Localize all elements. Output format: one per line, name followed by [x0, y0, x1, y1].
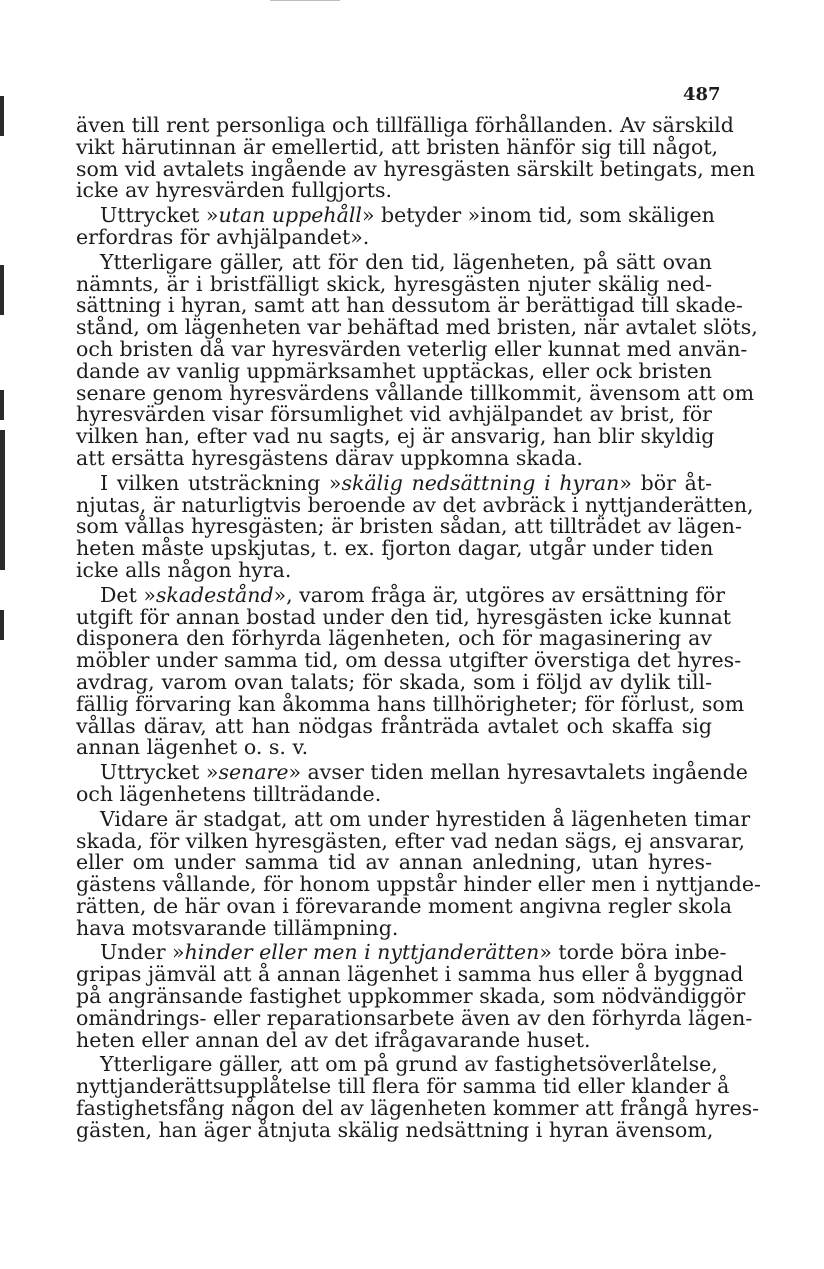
text-line: Under »hinder eller men i nyttjanderätten» torde böra inbe-: [100, 940, 727, 965]
text-line: sättning i hyran, samt att han dessutom är berättigad till skade-: [76, 293, 743, 318]
italic-phrase: utan uppehåll: [218, 203, 362, 228]
text-line: gripas jämväl att å annan lägenhet i samma hus eller å byggnad: [76, 962, 744, 987]
edge-mark-2: [0, 265, 4, 315]
text-line: som vållas hyresgästen; är bristen sådan, att tillträdet av lägen-: [76, 514, 742, 539]
body-text: [76, 113, 761, 1145]
edge-mark-4: [0, 430, 5, 570]
paragraph-4: [76, 470, 754, 582]
text-line: fällig förvaring kan åkomma hans tillhörigheter; för förlust, som: [76, 691, 745, 716]
text-line: Uttrycket »utan uppehåll» betyder »inom tid, som skäligen: [100, 203, 715, 228]
paragraph-5: [76, 582, 745, 760]
text-line: Uttrycket »senare» avser tiden mellan hyresavtalets ingående: [100, 760, 748, 785]
italic-phrase: senare: [218, 760, 289, 785]
top-rule: [270, 0, 340, 1]
text-line: vilken han, efter vad nu sagts, ej är ansvarig, han blir skyldig: [76, 424, 715, 449]
text-line: rätten, de här ovan i förevarande moment angivna regler skola: [76, 893, 733, 918]
text-line: Vidare är stadgat, att om under hyrestiden å lägenheten timar: [100, 806, 751, 831]
text-line: Ytterligare gäller, att för den tid, lägenheten, på sätt ovan: [100, 249, 712, 274]
text-line: nämnts, är i bristfälligt skick, hyresgästen njuter skälig ned-: [76, 271, 712, 296]
text-line: Det »skadestånd», varom fråga är, utgöres av ersättning för: [100, 582, 726, 607]
text-line: annan lägenhet o. s. v.: [76, 735, 309, 760]
italic-phrase: skadestånd: [155, 582, 274, 607]
paragraph-3: [76, 249, 758, 470]
text-line: nyttjanderättsupplåtelse till flera för samma tid eller klander å: [76, 1074, 730, 1099]
text-line: eller om under samma tid av annan anledning, utan hyres-: [76, 850, 712, 875]
text-line: stånd, om lägenheten var behäftad med bristen, när avtalet slöts,: [76, 315, 758, 340]
text-line: heten eller annan del av det ifrågavarande huset.: [76, 1027, 591, 1052]
text-line: och bristen då var hyresvärden veterlig eller kunnat med använ-: [76, 336, 748, 361]
text-line: hava motsvarande tillämpning.: [76, 915, 399, 940]
paragraph-9: [76, 1052, 760, 1142]
text-line: disponera den förhyrda lägenheten, och för magasinering av: [76, 626, 712, 651]
edge-mark-3: [0, 390, 4, 420]
text-line: utgift för annan bostad under den tid, hyresgästen icke kunnat: [76, 604, 732, 629]
italic-phrase: skälig nedsättning i hyran: [341, 470, 620, 495]
text-line: gästen, han äger åtnjuta skälig nedsättning i hyran ävensom,: [76, 1117, 714, 1142]
text-line: att ersätta hyresgästens därav uppkomna skada.: [76, 445, 583, 470]
text-line: även till rent personliga och tillfälliga förhållanden. Av särskild: [76, 113, 734, 137]
text-line: fastighetsfång någon del av lägenheten kommer att frångå hyres-: [76, 1096, 760, 1121]
paragraph-7: [76, 806, 761, 940]
text-line: hyresvärden visar försumlighet vid avhjälpandet av brist, för: [76, 402, 712, 427]
paragraph-6: [76, 760, 748, 806]
text-line: erfordras för avhjälpandet».: [76, 224, 370, 249]
text-line: vikt härutinnan är emellertid, att bristen hänför sig till något,: [76, 134, 719, 159]
text-line: icke av hyresvärden fullgjorts.: [76, 178, 393, 203]
text-line: skada, för vilken hyresgästen, efter vad nedan sägs, ej ansvarar,: [76, 828, 745, 853]
text-line: dande av vanlig uppmärksamhet upptäckas, eller ock bristen: [76, 358, 712, 383]
paragraph-1: [76, 113, 756, 203]
text-line: gästens vållande, för honom uppstår hinder eller men i nyttjande-: [76, 872, 761, 897]
text-line: möbler under samma tid, om dessa utgifter överstiga det hyres-: [76, 648, 742, 673]
edge-mark-1: [0, 96, 4, 136]
text-line: I vilken utsträckning »skälig nedsättning i hyran» bör åt-: [100, 470, 712, 495]
text-line: och lägenhetens tillträdande.: [76, 781, 382, 806]
text-line: som vid avtalets ingående av hyresgästen särskilt betingats, men: [76, 156, 756, 181]
edge-mark-5: [0, 610, 4, 640]
paragraph-2: [76, 203, 715, 249]
paragraph-8: [76, 940, 753, 1052]
text-line: omändrings- eller reparationsarbete även av den förhyrda lägen-: [76, 1005, 753, 1030]
text-line: Ytterligare gäller, att om på grund av fastighetsöverlåtelse,: [100, 1052, 718, 1077]
italic-phrase: hinder eller men i nyttjanderätten: [184, 940, 540, 965]
text-line: heten måste upskjutas, t. ex. fjorton dagar, utgår under tiden: [76, 536, 714, 561]
text-line: senare genom hyresvärdens vållande tillkommit, ävensom att om: [76, 380, 755, 405]
text-line: njutas, är naturligtvis beroende av det avbräck i nyttjanderätten,: [76, 492, 754, 517]
text-line: vållas därav, att han nödgas frånträda avtalet och skaffa sig: [76, 713, 712, 738]
page-number: 487: [683, 84, 721, 105]
text-line: avdrag, varom ovan talats; för skada, som i följd av dylik till-: [76, 669, 712, 694]
text-line: icke alls någon hyra.: [76, 557, 292, 582]
text-line: på angränsande fastighet uppkommer skada, som nödvändiggör: [76, 984, 746, 1009]
